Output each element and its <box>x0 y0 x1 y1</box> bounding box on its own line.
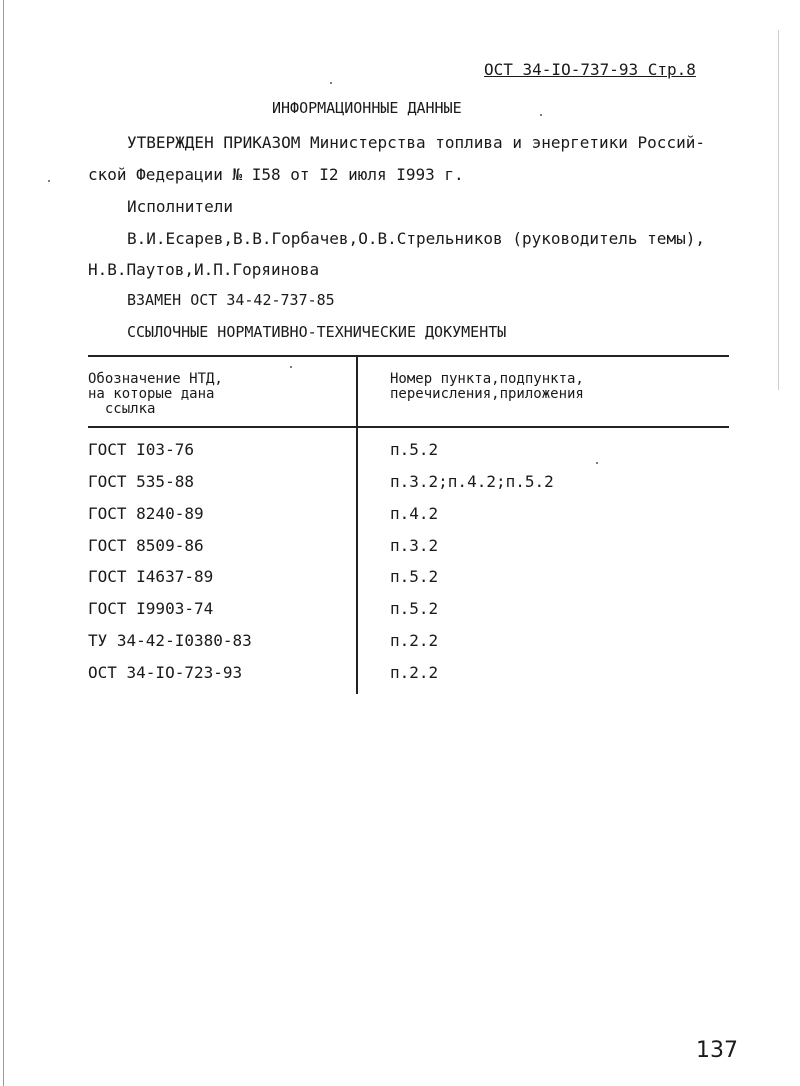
page-title: ИНФОРМАЦИОННЫЕ ДАННЫЕ <box>272 99 462 117</box>
table-row-8-ref: п.2.2 <box>390 663 439 682</box>
approved-line-2: ской Федерации № I58 от I2 июля I993 г. <box>88 165 464 184</box>
table-row-7-ref: п.2.2 <box>390 631 439 650</box>
table-row-4-ref: п.3.2 <box>390 536 439 555</box>
page-number: 137 <box>696 1038 738 1063</box>
table-row-8-doc: ОСТ 34-IO-723-93 <box>88 663 243 682</box>
table-row-6-doc: ГОСТ I9903-74 <box>88 599 214 618</box>
scan-speck <box>330 82 332 84</box>
table-header-doc: Обозначение НТД, на которые дана ссылка <box>88 371 223 417</box>
table-row-2-doc: ГОСТ 535-88 <box>88 472 194 491</box>
table-column-divider <box>356 356 358 694</box>
executors-line-2: Н.В.Паутов,И.П.Горяинова <box>88 260 320 279</box>
page-edge-left <box>3 0 4 1086</box>
executors-line-1: В.И.Есарев,В.В.Горбачев,О.В.Стрельников (руководитель темы), <box>127 229 705 248</box>
document-code-header: ОСТ 34-IO-737-93 Стр.8 <box>484 60 696 79</box>
table-row-1-doc: ГОСТ I03-76 <box>88 440 194 459</box>
scan-speck <box>48 180 50 182</box>
reference-docs-title: ССЫЛОЧНЫЕ НОРМАТИВНО-ТЕХНИЧЕСКИЕ ДОКУМЕНТЫ <box>127 323 507 341</box>
table-row-5-ref: п.5.2 <box>390 567 439 586</box>
scan-speck <box>290 366 292 368</box>
table-header-rule <box>88 426 729 428</box>
table-row-6-ref: п.5.2 <box>390 599 439 618</box>
table-row-3-doc: ГОСТ 8240-89 <box>88 504 204 523</box>
table-header-ref: Номер пункта,подпункта, перечисления,приложения <box>390 371 584 402</box>
table-row-2-ref: п.3.2;п.4.2;п.5.2 <box>390 472 554 491</box>
scan-speck <box>596 462 598 464</box>
table-row-7-doc: ТУ 34-42-I0380-83 <box>88 631 252 650</box>
table-row-1-ref: п.5.2 <box>390 440 439 459</box>
table-top-rule <box>88 355 729 357</box>
table-row-4-doc: ГОСТ 8509-86 <box>88 536 204 555</box>
executors-label: Исполнители <box>127 197 233 216</box>
table-row-5-doc: ГОСТ I4637-89 <box>88 567 214 586</box>
scan-speck <box>540 114 542 116</box>
approved-line-1: УТВЕРЖДЕН ПРИКАЗОМ Министерства топлива и энергетики Россий- <box>127 133 705 152</box>
table-row-3-ref: п.4.2 <box>390 504 439 523</box>
replaces-line: ВЗАМЕН ОСТ 34-42-737-85 <box>127 291 335 309</box>
page-edge-right <box>778 30 779 390</box>
